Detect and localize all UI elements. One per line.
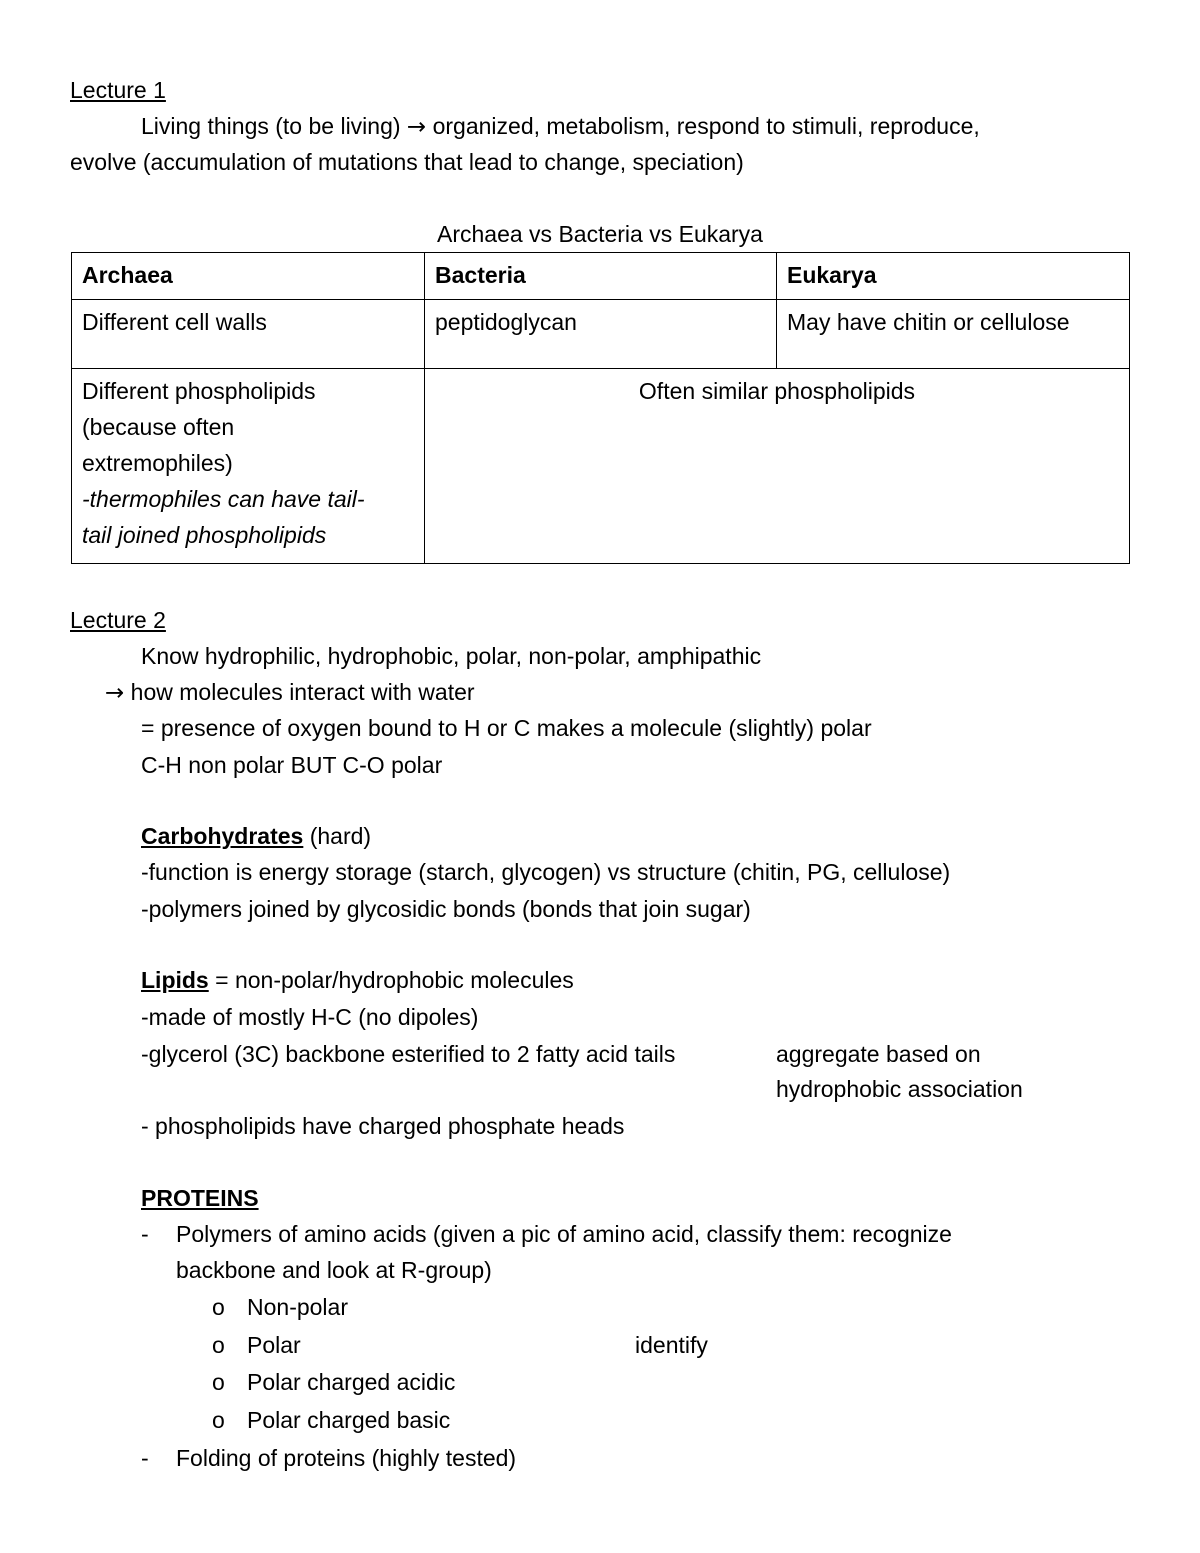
living-things-line1 (141, 112, 980, 141)
dash-bullet: - (141, 1221, 149, 1247)
living-text-b: organized, metabolism, respond to stimuli, reproduce, (426, 113, 980, 139)
lecture2-heading: Lecture 2 (70, 607, 166, 633)
header-bacteria: Bacteria (425, 253, 777, 300)
thermophile-line: tail joined phospholipids (82, 522, 327, 548)
dash-bullet: - (141, 1445, 149, 1471)
ch-line: C-H non polar BUT C-O polar (141, 752, 443, 778)
circle-bullet-icon: o (212, 1332, 225, 1358)
proteins-title: PROTEINS (141, 1185, 259, 1211)
carb-function-line: -function is energy storage (starch, glycogen) vs structure (chitin, PG, cellulose) (141, 859, 951, 885)
lipid-aggregate-line: aggregate based on (776, 1041, 981, 1067)
header-archaea: Archaea (72, 253, 425, 300)
cell-shared-phospholipids: Often similar phospholipids (425, 369, 1130, 564)
amino-class-item: Polar charged acidic (247, 1369, 456, 1395)
phospholipid-line: Different phospholipids (82, 378, 316, 404)
table-row-cell-walls (72, 300, 1130, 369)
comparison-table (71, 252, 1130, 564)
phospholipid-line: (because often (82, 414, 235, 440)
lipid-hydrophobic-line: hydrophobic association (776, 1076, 1023, 1102)
lipid-phosphate-line: - phospholipids have charged phosphate heads (141, 1113, 625, 1139)
protein-polymer-line2: backbone and look at R-group) (176, 1257, 492, 1283)
presence-line: = presence of oxygen bound to H or C makes a molecule (slightly) polar (141, 715, 872, 741)
cell-archaea-walls: Different cell walls (72, 300, 425, 369)
living-text-a: Living things (to be living) (141, 113, 407, 139)
interact-text: how molecules interact with water (124, 679, 475, 705)
table-row-phospholipids (72, 369, 1130, 564)
right-arrow-icon: → (105, 680, 125, 706)
identify-note: identify (635, 1332, 708, 1358)
amino-class-item: Polar (247, 1332, 301, 1358)
carbohydrates-title: Carbohydrates (141, 823, 304, 849)
carbohydrates-suffix: (hard) (303, 823, 372, 849)
lipid-glycerol-line: -glycerol (3C) backbone esterified to 2 fatty acid tails (141, 1041, 676, 1067)
circle-bullet-icon: o (212, 1294, 225, 1320)
protein-polymer-line1: Polymers of amino acids (given a pic of amino acid, classify them: recognize (176, 1221, 952, 1247)
lipids-heading-line (141, 966, 574, 994)
lipids-title: Lipids (141, 967, 209, 993)
amino-class-item: Non-polar (247, 1294, 348, 1320)
right-arrow-icon: → (406, 114, 427, 140)
know-line: Know hydrophilic, hydrophobic, polar, non-polar, amphipathic (141, 643, 762, 669)
amino-class-item: Polar charged basic (247, 1407, 451, 1433)
thermophile-line: -thermophiles can have tail- (82, 486, 365, 512)
lipids-suffix: = non-polar/hydrophobic molecules (208, 967, 574, 993)
cell-archaea-phospholipids (72, 369, 425, 564)
cell-bacteria-walls: peptidoglycan (425, 300, 777, 369)
table-header-row (72, 253, 1130, 300)
table-title: Archaea vs Bacteria vs Eukarya (437, 221, 763, 247)
carb-polymer-line: -polymers joined by glycosidic bonds (bonds that join sugar) (141, 896, 751, 922)
lipid-composition-line: -made of mostly H-C (no dipoles) (141, 1004, 479, 1030)
phospholipid-line: extremophiles) (82, 450, 233, 476)
circle-bullet-icon: o (212, 1407, 225, 1433)
cell-eukarya-walls: May have chitin or cellulose (777, 300, 1130, 369)
header-eukarya: Eukarya (777, 253, 1130, 300)
lecture1-heading: Lecture 1 (70, 77, 166, 103)
living-things-line2: evolve (accumulation of mutations that lead to change, speciation) (70, 149, 744, 175)
carbohydrates-heading-line (141, 822, 371, 850)
circle-bullet-icon: o (212, 1369, 225, 1395)
protein-folding-line: Folding of proteins (highly tested) (176, 1445, 517, 1471)
interact-line (105, 678, 475, 707)
